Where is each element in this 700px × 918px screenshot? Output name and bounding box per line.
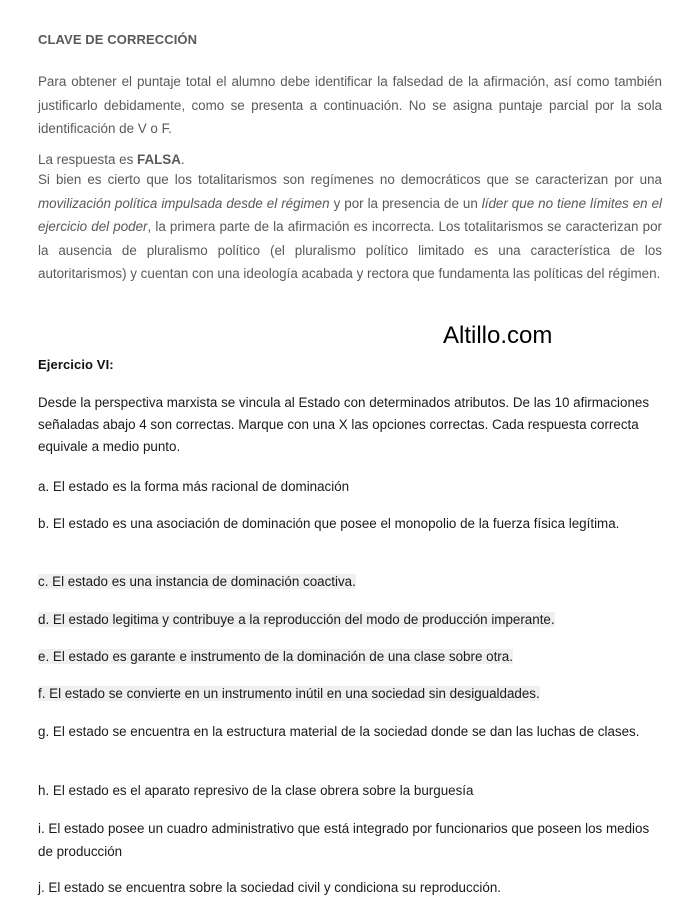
- justification-text-3: , la primera parte de la afirmación es incorrecta. Los totalitarismos se caracterizan por la ausencia de pluralismo político (el pluralismo político limitado es una característica de los autoritarismos) y cuentan con una ideología acabada y rectora que fundamenta las políticas del régimen.: [38, 219, 662, 281]
- watermark: Altillo.com: [443, 322, 553, 349]
- option-text: a. El estado es la forma más racional de dominación: [38, 479, 350, 494]
- option-b: [38, 512, 662, 535]
- option-c: [38, 570, 662, 593]
- answer-suffix: .: [180, 152, 185, 167]
- option-text: h. El estado es el aparato represivo de la clase obrera sobre la burguesía: [38, 783, 474, 798]
- exercise-title: Ejercicio VI:: [38, 357, 114, 372]
- option-text: b. El estado es una asociación de dominación que posee el monopolio de la fuerza física legítima.: [38, 516, 620, 531]
- option-f: [38, 682, 662, 705]
- option-i: [38, 817, 662, 863]
- option-text: f. El estado se convierte en un instrumento inútil en una sociedad sin desigualdades.: [38, 686, 540, 701]
- option-a: [38, 475, 662, 498]
- option-text: g. El estado se encuentra en la estructura material de la sociedad donde se dan las luchas de clases.: [38, 724, 640, 739]
- option-d: [38, 608, 662, 631]
- justification-emphasis-2: líder que no tiene límites en el ejercicio del poder: [38, 195, 662, 234]
- exercise-prompt: Desde la perspectiva marxista se vincula al Estado con determinados atributos. De las 10 afirmaciones señaladas abajo 4 son correctas. Marque con una X las opciones correctas. Cada respuesta correcta equivale a medio punto.: [38, 395, 650, 454]
- option-text: e. El estado es garante e instrumento de la dominación de una clase sobre otra.: [38, 649, 513, 664]
- answer-prefix: La respuesta es: [38, 152, 138, 167]
- option-text: j. El estado se encuentra sobre la sociedad civil y condiciona su reproducción.: [38, 880, 501, 895]
- option-h: [38, 779, 662, 802]
- justification-text-1: Si bien es cierto que los totalitarismos son regímenes no democráticos que se caracterizan por una: [38, 172, 662, 187]
- answer-value: FALSA: [137, 152, 181, 167]
- option-e: [38, 645, 662, 668]
- answer-key-title: CLAVE DE CORRECCIÓN: [38, 32, 198, 47]
- justification-emphasis-1: movilización política impulsada desde el régimen: [38, 195, 330, 211]
- option-text: c. El estado es una instancia de dominación coactiva.: [38, 574, 356, 589]
- option-g: [38, 720, 662, 743]
- answer-key-instructions: Para obtener el puntaje total el alumno debe identificar la falsedad de la afirmación, así como también justificarlo debidamente, como se presenta a continuación. No se asigna puntaje parcial por la sola identificación de V o F.: [38, 74, 662, 136]
- option-text: i. El estado posee un cuadro administrativo que está integrado por funcionarios que poseen los medios de producción: [38, 821, 650, 859]
- option-j: [38, 876, 662, 899]
- justification-text-2: y por la presencia de un: [329, 195, 482, 211]
- answer-justification: [38, 168, 662, 286]
- option-text: d. El estado legitima y contribuye a la reproducción del modo de producción imperante.: [38, 612, 555, 627]
